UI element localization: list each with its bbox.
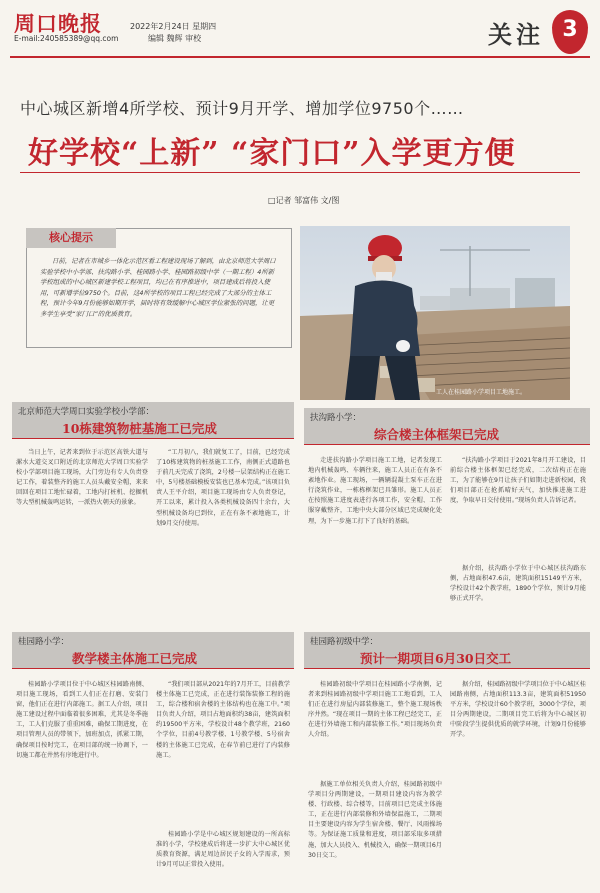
- section-fugou-school: [304, 408, 590, 445]
- construction-photo: [300, 226, 570, 400]
- article-subhead: 中心城区新增4所学校、预计9月开学、增加学位9750个……: [20, 99, 464, 118]
- section-header-band: [12, 632, 294, 668]
- headline-rule: [20, 172, 580, 173]
- section-rule: [304, 668, 590, 669]
- section-paragraph: “我们项目部从2021年的7月开工，目前教学楼主体施工已完成，正在进行装饰装修工程的施工，综合楼和宿舍楼的主体结构也在施工中。”项目负责人介绍，项目占地面积约38亩，建筑面积约19500平方米，学校设计48个教学班，2160个学位，目前4号教学楼、1号教学楼、5号宿舍楼的主体施工已完成，在春节前已进行了内装修施工。: [156, 681, 290, 759]
- section-rule: [304, 444, 590, 445]
- newspaper-masthead: 周口晚报: [14, 11, 102, 36]
- section-header-band: [12, 402, 294, 438]
- article-byline: □记者 邹富伟 文/图: [268, 196, 340, 205]
- worker-photo-illustration: [300, 226, 570, 400]
- section-title: 综合楼主体框架已完成: [374, 427, 500, 442]
- section-title: 教学楼主体施工已完成: [72, 651, 198, 666]
- page-number-badge: 3: [552, 10, 588, 54]
- section-rule: [12, 438, 294, 439]
- editor-credit: 编辑 魏辉 审校: [148, 34, 202, 43]
- section-header-band: [304, 632, 590, 668]
- section-paragraph: 走进扶沟路小学项目施工工地，记者发现工地内机械轰鸣、车辆往来，施工人员正在有条不紊地作业。施工现场，一辆辆混凝土泵车正在进行浇筑作业，一栋栋框架已具雏形。施工人员正在按照施工进度表进行各项工作，安全帽、工作服穿戴整齐，工地中央大部分区域已完成硬化处理，为下一步施工打下了良好的基础。: [308, 457, 442, 525]
- section-header-band: [304, 408, 590, 444]
- section-paragraph: 据介绍，桂园路初级中学项目位于中心城区桂园路南侧，占地面积113.3亩，建筑面积51950平方米，学校设计60个教学班，3000个学位，项目分两期建设，二期项目完工后将为中心城区初中阶段学生提供优质的就学环境，计划9月份能够开学。: [450, 681, 586, 739]
- section-bnu-school: [12, 402, 294, 439]
- section-paragraph: 当日上午，记者来到位于示范区高铁大道与漯水大道交叉口附近的北京师范大学周口实验学校小学部项目施工现场，大门旁边有专人负责登记工作，着装整齐的施工人员头戴安全帽，来来回回在项目工地忙碌着，工地内打桩机、挖掘机等大型机械轰鸣运转，一派热火朝天的景象。: [16, 449, 148, 507]
- core-tips-label: 核心提示: [26, 228, 116, 248]
- article-headline: 好学校“上新” “家门口”入学更方便: [28, 136, 516, 171]
- section-guiyuan-middle: [304, 632, 590, 669]
- section-paragraph: “工月初八，我们就复工了，目前，已经完成了10栋建筑物的桩基施工工作，南侧正式道路也于前几天完成了浇筑，2号楼一层架结构正在施工中，5号楼基础模板安装也已基本完成。”该项目负责人王平介绍，项目施工现场由专人负责登记，开工以来，累计投入各类机械设备四十余台，大型机械设备均已到位，正在有条不紊地施工，计划9月交付使用。: [156, 449, 290, 527]
- photo-caption: 工人在桂园路小学项目工地施工。: [436, 389, 527, 396]
- section-guiyuan-primary: [12, 632, 294, 669]
- section-paragraph: 据介绍，扶沟路小学位于中心城区扶沟路东侧，占地面积47.6亩，建筑面积15149平方米，学校设计42个教学班，1890个学位，预计9月能够正式开学。: [450, 565, 586, 603]
- editor-email: E-mail:240585389@qq.com: [14, 34, 119, 43]
- issue-date: 2022年2月24日 星期四: [130, 22, 217, 31]
- section-kicker: 北京师范大学周口实验学校小学部：: [18, 407, 155, 417]
- section-name: 关注: [488, 20, 544, 49]
- section-title: 10栋建筑物桩基施工已完成: [62, 421, 217, 436]
- section-rule: [12, 668, 294, 669]
- section-kicker: 扶沟路小学：: [310, 413, 362, 423]
- core-tips-text: 日前，记者在市城乡一体化示范区看工程建设现场了解到，由北京师范大学周口实验学校中小学部、扶沟路小学、桂园路小学、桂园路初级中学（一期工程）4所新学校组成的中心城区新建学校工程项目，均已在有序推进中，项目建成后将投入使用，可新增学位9750个。目前，这4所学校的项目工程已经完成了大部分的主体工程，预计今年9月份能够如期开学，届时将有效缓解中心城区学位紧张的问题，让更多学生享受“家门口”的优质教育。: [40, 257, 276, 318]
- section-paragraph: “扶沟路小学项目于2021年8月开工建设，目前综合楼主体框架已经完成，二次结构正在施工，为了能够在9月让孩子们如期走进新校园，我们项目部正在抢抓晴好天气，加快推进施工进度，争取早日交付使用。”现场负责人告诉记者。: [450, 457, 586, 505]
- section-kicker: 桂园路小学：: [18, 637, 70, 647]
- header-rule: [10, 56, 590, 58]
- section-title: 预计一期项目6月30日交工: [360, 651, 512, 666]
- section-paragraph: 桂园路小学是中心城区规划建设的一所高标准的小学，学校建成后将进一步扩大中心城区优质教育资源，满足周边居民子女的入学需求，预计9月可以正常投入使用。: [156, 831, 290, 869]
- section-paragraph: 桂园路初级中学项目在桂园路小学南侧，记者来到桂园路初级中学项目施工工地看到，工人们正在进行房屋内部装修施工，整个施工现场秩序井然。“现在项目一期的主体工程已经完工，正在进行外墙施工和内部装修工作。”项目现场负责人介绍。: [308, 681, 442, 739]
- section-kicker: 桂园路初级中学：: [310, 637, 379, 647]
- section-paragraph: 据施工单位相关负责人介绍，桂园路初级中学项目分两期建设，一期项目建设内容为教学楼、行政楼、综合楼等，目前项目已完成主体施工，正在进行内部装修和外墙保温施工，二期项目主要建设内容为学生宿舍楼、餐厅、风雨操场等。为保证施工质量和进度，项目部采取多项措施，加大人员投入、机械投入，确保一期项目6月30日交工。: [308, 781, 442, 859]
- section-paragraph: 桂园路小学项目位于中心城区桂园路南侧、项目施工现场，看到工人们正在打磨、安装门窗，他们正在进行内部施工。据工人介绍，项目施工建设过程中面临着很多困难，尤其是冬季施工，工人们克服了重重困难，确保工期进度，在项目管理人员的带领下，加班加点，抓紧工期，确保项目按时完工，在项目部的统一协调下，一切施工都在井然有序地进行中。: [16, 681, 148, 759]
